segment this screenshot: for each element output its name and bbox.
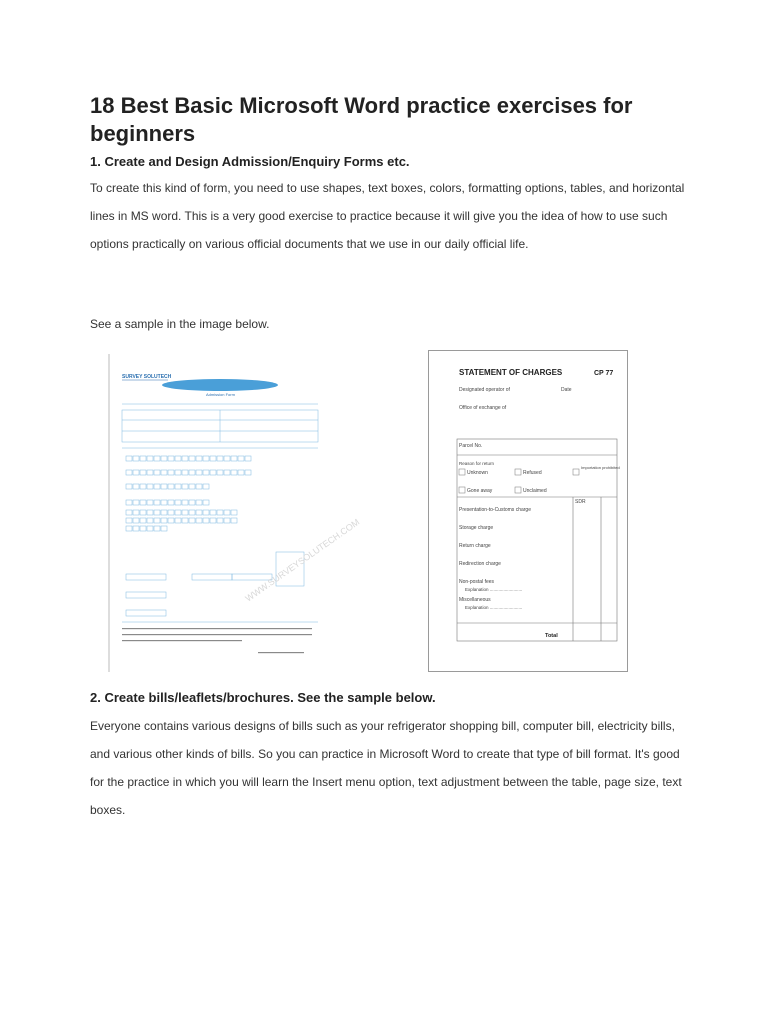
admission-form-watermark: WWW.SURVEYSOLUTECH.COM — [243, 516, 362, 604]
form-input-box — [217, 518, 223, 523]
form-input-box — [203, 510, 209, 515]
form-input-box — [224, 456, 230, 461]
form-input-box — [231, 456, 237, 461]
charge-row-label: Explanation .......................... — [465, 605, 523, 610]
charge-row-label: Storage charge — [459, 525, 494, 531]
form-input-box — [196, 518, 202, 523]
form-input-box — [203, 470, 209, 475]
form-input-box — [238, 470, 244, 475]
form-input-box — [140, 500, 146, 505]
form-input-box — [189, 518, 195, 523]
form-input-box — [154, 510, 160, 515]
form-input-box — [189, 470, 195, 475]
form-input-box — [196, 470, 202, 475]
form-input-box — [147, 510, 153, 515]
unknown-label: Unknown — [467, 470, 488, 476]
form-input-box — [154, 456, 160, 461]
importation-prohibited-label: Importation prohibited — [581, 465, 620, 470]
designated-operator-label: Designated operator of — [459, 387, 510, 393]
article-title: 18 Best Basic Microsoft Word practice exercises for beginners — [90, 93, 633, 146]
section-1-heading: 1. Create and Design Admission/Enquiry Forms etc. — [90, 154, 410, 169]
form-input-box — [161, 510, 167, 515]
form-input-box — [168, 518, 174, 523]
form-input-box — [133, 500, 139, 505]
form-input-box — [210, 510, 216, 515]
form-input-box — [231, 510, 237, 515]
form-input-box — [210, 518, 216, 523]
form-input-box — [147, 456, 153, 461]
form-input-box — [126, 500, 132, 505]
form-input-box — [161, 500, 167, 505]
form-input-box — [133, 526, 139, 531]
form-input-box — [245, 456, 251, 461]
form-input-box — [175, 500, 181, 505]
section-1-paragraph: To create this kind of form, you need to use shapes, text boxes, colors, formatting options, tables, and horizontal lines in MS word. This is a very good exercise to practice because it will give you the idea of how to use such options practically on various official documents that we use in our daily official life. — [90, 181, 685, 251]
form-input-box — [126, 610, 166, 616]
form-input-box — [203, 456, 209, 461]
form-input-box — [175, 510, 181, 515]
form-input-box — [231, 470, 237, 475]
form-input-box — [168, 470, 174, 475]
form-input-box — [140, 484, 146, 489]
date-label: Date — [561, 387, 572, 393]
form-input-box — [140, 526, 146, 531]
form-input-box — [168, 500, 174, 505]
form-input-box — [196, 484, 202, 489]
form-input-box — [147, 518, 153, 523]
form-input-box — [182, 510, 188, 515]
form-input-box — [175, 470, 181, 475]
section-2-paragraph: Everyone contains various designs of bills such as your refrigerator shopping bill, computer bill, electricity bills, and various other kinds of bills. So you can practice in Microsoft Word to create that type of bill format. It's good for the practice in which you will learn the Insert menu option, text adjustment between the table, page size, text boxes. — [90, 719, 682, 817]
form-input-box — [126, 574, 166, 580]
form-input-box — [175, 456, 181, 461]
form-input-box — [133, 518, 139, 523]
form-input-box — [203, 484, 209, 489]
form-input-box — [196, 500, 202, 505]
form-input-box — [224, 510, 230, 515]
form-input-box — [189, 500, 195, 505]
form-input-box — [217, 510, 223, 515]
form-input-box — [126, 456, 132, 461]
parcel-no-label: Parcel No. — [459, 443, 483, 449]
form-input-box — [126, 526, 132, 531]
charge-row-label: Return charge — [459, 543, 491, 549]
form-input-box — [161, 484, 167, 489]
form-input-box — [224, 518, 230, 523]
form-input-box — [168, 484, 174, 489]
statement-of-charges-image — [428, 350, 628, 672]
form-input-box — [133, 484, 139, 489]
admission-form-image — [108, 352, 362, 674]
charges-title: STATEMENT OF CHARGES — [459, 368, 563, 377]
form-input-box — [140, 510, 146, 515]
form-input-box — [189, 456, 195, 461]
form-input-box — [133, 510, 139, 515]
form-input-box — [210, 470, 216, 475]
form-input-box — [175, 518, 181, 523]
gone-away-label: Gone away — [467, 488, 493, 494]
refused-label: Refused — [523, 470, 542, 476]
charge-row-label: Presentation-to-Customs charge — [459, 507, 531, 513]
charge-row-label: Redirection charge — [459, 561, 501, 567]
form-input-box — [126, 470, 132, 475]
form-input-box — [140, 518, 146, 523]
form-input-box — [161, 456, 167, 461]
form-input-box — [238, 456, 244, 461]
form-input-box — [196, 456, 202, 461]
sample-note: See a sample in the image below. — [90, 317, 270, 331]
form-input-box — [168, 456, 174, 461]
form-input-box — [182, 470, 188, 475]
sdr-label: SDR — [575, 499, 586, 505]
form-input-box — [126, 510, 132, 515]
form-input-box — [147, 470, 153, 475]
charges-code: CP 77 — [594, 370, 614, 377]
office-of-exchange-label: Office of exchange of — [459, 405, 507, 411]
form-input-box — [224, 470, 230, 475]
form-input-box — [161, 470, 167, 475]
admission-form-logo: SURVEY SOLUTECH — [122, 374, 172, 380]
form-input-box — [154, 484, 160, 489]
form-input-box — [203, 518, 209, 523]
form-input-box — [147, 526, 153, 531]
form-input-box — [231, 518, 237, 523]
unclaimed-label: Unclaimed — [523, 488, 547, 494]
form-input-box — [161, 526, 167, 531]
charge-row-label: Non-postal fees — [459, 579, 495, 585]
charge-row-label: Explanation .......................... — [465, 587, 523, 592]
section-2-heading: 2. Create bills/leaflets/brochures. See the sample below. — [90, 690, 436, 705]
form-input-box — [133, 456, 139, 461]
form-input-box — [154, 470, 160, 475]
form-input-box — [210, 456, 216, 461]
form-input-box — [133, 470, 139, 475]
form-input-box — [126, 592, 166, 598]
form-input-box — [189, 484, 195, 489]
total-label: Total — [545, 633, 558, 639]
form-input-box — [182, 456, 188, 461]
form-input-box — [126, 518, 132, 523]
form-input-box — [175, 484, 181, 489]
form-input-box — [182, 518, 188, 523]
form-input-box — [168, 510, 174, 515]
form-input-box — [161, 518, 167, 523]
form-input-box — [245, 470, 251, 475]
form-input-box — [192, 574, 232, 580]
form-input-box — [189, 510, 195, 515]
form-input-box — [147, 484, 153, 489]
form-input-box — [140, 470, 146, 475]
admission-form-banner: Admission Form — [206, 392, 235, 397]
form-input-box — [217, 470, 223, 475]
charge-row-label: Miscellaneous — [459, 597, 491, 603]
form-input-box — [182, 484, 188, 489]
form-input-box — [217, 456, 223, 461]
form-input-box — [154, 500, 160, 505]
form-input-box — [182, 500, 188, 505]
form-input-box — [203, 500, 209, 505]
form-input-box — [196, 510, 202, 515]
form-input-box — [140, 456, 146, 461]
form-input-box — [154, 518, 160, 523]
reason-for-return-label: Reason for return — [459, 461, 495, 466]
form-input-box — [147, 500, 153, 505]
form-input-box — [154, 526, 160, 531]
form-input-box — [126, 484, 132, 489]
